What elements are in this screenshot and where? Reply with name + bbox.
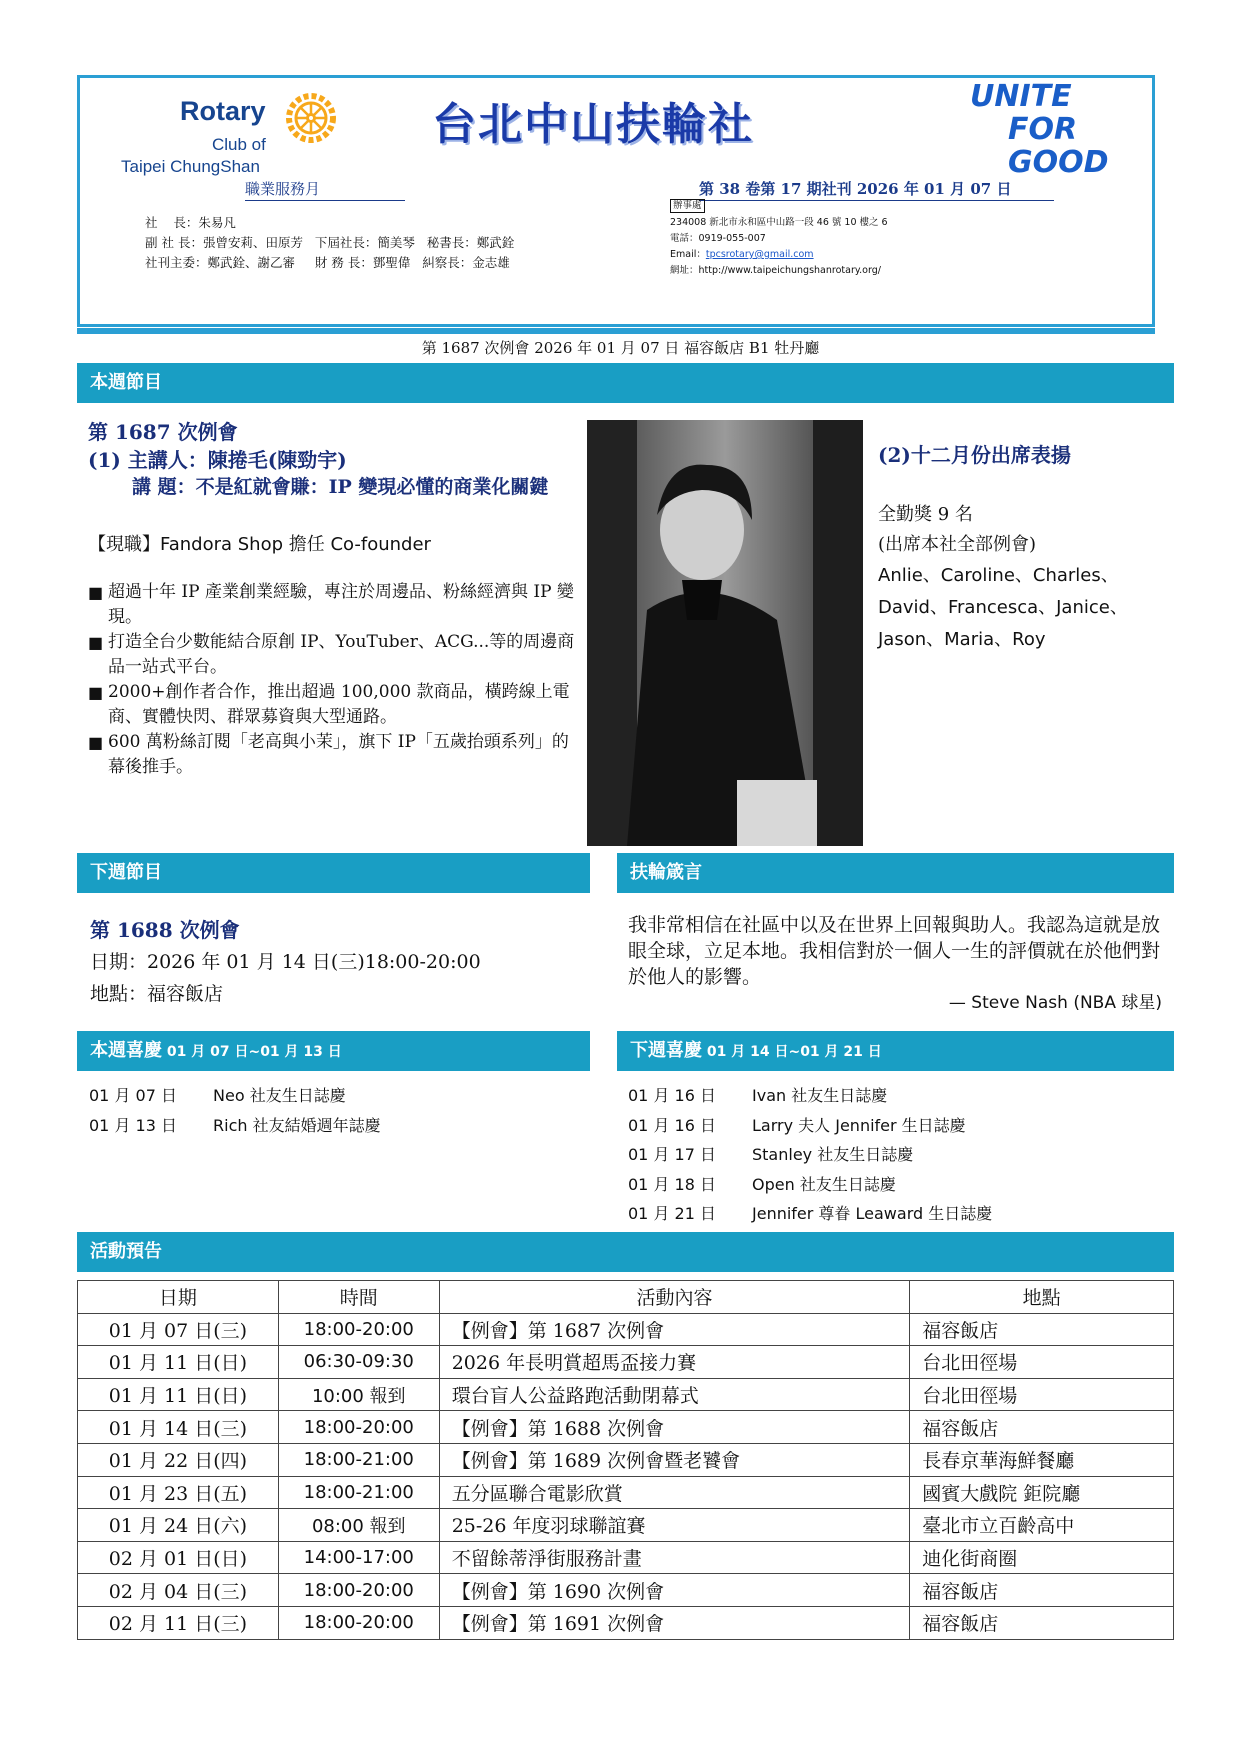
list-item bbox=[628, 1081, 992, 1111]
table-row bbox=[78, 1443, 1174, 1476]
celebration-date: 01 月 16 日 bbox=[628, 1115, 716, 1135]
table-row bbox=[78, 1378, 1174, 1411]
event-place: 福容飯店 bbox=[910, 1313, 1174, 1346]
event-date: 02 月 04 日(三) bbox=[78, 1574, 279, 1607]
logo-club-name: Taipei ChungShan bbox=[121, 157, 260, 176]
celebration-text: Larry 夫人 Jennifer 生日誌慶 bbox=[752, 1115, 966, 1135]
meeting-place: 地點：福容飯店 bbox=[90, 983, 224, 1005]
event-time: 08:00 報到 bbox=[278, 1509, 439, 1542]
meeting-date: 日期：2026 年 01 月 14 日(三)18:00-20:00 bbox=[90, 951, 481, 973]
this-week-celebrations bbox=[89, 1081, 381, 1140]
office-tag: 辦事處 bbox=[670, 199, 705, 213]
this-week-program bbox=[88, 418, 583, 780]
event-place: 國賓大戲院 鉅院廳 bbox=[910, 1476, 1174, 1509]
celebration-date: 01 月 16 日 bbox=[628, 1086, 716, 1105]
event-time: 14:00-17:00 bbox=[278, 1541, 439, 1574]
event-place: 福容飯店 bbox=[910, 1574, 1174, 1607]
masthead bbox=[77, 75, 1155, 327]
website[interactable]: 網址：http://www.taipeichungshanrotary.org/ bbox=[670, 265, 881, 276]
unite-for-good-slogan bbox=[970, 80, 1140, 179]
event-place: 福容飯店 bbox=[910, 1606, 1174, 1639]
next-week-celebrations bbox=[628, 1081, 992, 1229]
event-time: 06:30-09:30 bbox=[278, 1346, 439, 1379]
list-item bbox=[628, 1170, 992, 1200]
meeting-line: 第 1687 次例會 2026 年 01 月 07 日 福容飯店 B1 牡丹廳 bbox=[421, 339, 820, 357]
event-time: 18:00-21:00 bbox=[278, 1443, 439, 1476]
rotary-motto bbox=[628, 912, 1168, 1016]
list-item: ■ 600 萬粉絲訂閱「老高與小茉」，旗下 IP「五歲抬頭系列」的幕後推手。 bbox=[88, 730, 583, 780]
event-content: 環台盲人公益路跑活動閉幕式 bbox=[439, 1378, 910, 1411]
event-content: 五分區聯合電影欣賞 bbox=[439, 1476, 910, 1509]
next-week-bar bbox=[77, 853, 590, 893]
events-table bbox=[77, 1280, 1174, 1640]
email-row bbox=[670, 247, 970, 263]
list-item: ■ 超過十年 IP 產業創業經驗，專注於周邊品、粉絲經濟與 IP 變現。 bbox=[88, 580, 583, 630]
event-content: 【例會】第 1689 次例會暨老饕會 bbox=[439, 1443, 910, 1476]
month-theme: 職業服務月 bbox=[245, 180, 321, 198]
this-week-bar bbox=[77, 363, 1174, 403]
attendance-award bbox=[878, 440, 1178, 656]
list-item: ■ 打造全台少數能結合原創 IP、YouTuber、ACG...等的周邊商品一站式平台。 bbox=[88, 630, 583, 680]
events-bar bbox=[77, 1232, 1174, 1272]
event-time: 18:00-21:00 bbox=[278, 1476, 439, 1509]
bar-date-range: 01 月 07 日~01 月 13 日 bbox=[162, 1044, 342, 1060]
event-date: 01 月 14 日(三) bbox=[78, 1411, 279, 1444]
event-date: 01 月 23 日(五) bbox=[78, 1476, 279, 1509]
event-date: 01 月 11 日(日) bbox=[78, 1378, 279, 1411]
email-link[interactable]: tpcsrotary@gmail.com bbox=[705, 249, 814, 260]
rotary-wheel-icon bbox=[285, 92, 337, 144]
bar-date-range: 01 月 14 日~01 月 21 日 bbox=[702, 1044, 882, 1060]
column-header: 地點 bbox=[910, 1281, 1174, 1314]
event-date: 02 月 01 日(日) bbox=[78, 1541, 279, 1574]
table-row bbox=[78, 1411, 1174, 1444]
phone: 電話：0919-055-007 bbox=[670, 233, 766, 244]
speaker: (1) 主講人：陳捲毛(陳勁宇) bbox=[88, 448, 347, 472]
celebration-text: Stanley 社友生日誌慶 bbox=[752, 1145, 914, 1164]
address: 234008 新北市永和區中山路一段 46 號 10 樓之 6 bbox=[670, 217, 888, 228]
event-content: 【例會】第 1691 次例會 bbox=[439, 1606, 910, 1639]
speaker-role: 【現職】Fandora Shop 擔任 Co-founder bbox=[88, 534, 431, 555]
bar-title: 活動預告 bbox=[90, 1241, 162, 1262]
table-row bbox=[78, 1476, 1174, 1509]
bar-title: 本週節目 bbox=[90, 372, 162, 393]
list-item: ■ 2000+創作者合作，推出超過 100,000 款商品，橫跨線上電商、實體快閃、群眾募資與大型通路。 bbox=[88, 680, 583, 730]
list-item bbox=[628, 1111, 992, 1141]
topic: 講 題：不是紅就會賺：IP 變現必懂的商業化關鍵 bbox=[132, 476, 549, 498]
logo-club-of: Club of bbox=[212, 135, 266, 154]
event-time: 10:00 報到 bbox=[278, 1378, 439, 1411]
celebration-date: 01 月 13 日 bbox=[89, 1115, 177, 1135]
celebration-text: Rich 社友結婚週年誌慶 bbox=[213, 1115, 381, 1135]
award-count: 全勤獎 9 名 bbox=[878, 504, 973, 525]
list-item bbox=[628, 1140, 992, 1170]
celebration-date: 01 月 17 日 bbox=[628, 1145, 716, 1164]
event-time: 18:00-20:00 bbox=[278, 1313, 439, 1346]
this-week-celebration-bar bbox=[77, 1031, 590, 1071]
list-item bbox=[89, 1081, 381, 1111]
attendance-title: (2)十二月份出席表揚 bbox=[878, 443, 1071, 467]
column-header: 活動內容 bbox=[439, 1281, 910, 1314]
celebration-text: Ivan 社友生日誌慶 bbox=[752, 1086, 888, 1105]
event-date: 01 月 24 日(六) bbox=[78, 1509, 279, 1542]
slogan-line-2: FOR bbox=[1008, 112, 1078, 147]
celebration-text: Open 社友生日誌慶 bbox=[752, 1174, 896, 1194]
slogan-line-1: UNITE bbox=[970, 79, 1072, 114]
event-time: 18:00-20:00 bbox=[278, 1606, 439, 1639]
event-place: 台北田徑場 bbox=[910, 1346, 1174, 1379]
event-date: 01 月 11 日(日) bbox=[78, 1346, 279, 1379]
motto-bar bbox=[617, 853, 1174, 893]
logo-rotary-text: Rotary bbox=[180, 96, 266, 126]
next-week-program bbox=[90, 914, 590, 1010]
bar-title: 下週節目 bbox=[90, 862, 162, 883]
column-header: 時間 bbox=[278, 1281, 439, 1314]
next-week-celebration-bar bbox=[617, 1031, 1174, 1071]
table-row bbox=[78, 1606, 1174, 1639]
issue-number: 第 38 卷第 17 期社刊 2026 年 01 月 07 日 bbox=[699, 180, 1012, 198]
list-item bbox=[628, 1199, 992, 1229]
event-place: 迪化街商圈 bbox=[910, 1541, 1174, 1574]
celebration-date: 01 月 07 日 bbox=[89, 1086, 177, 1105]
meeting-number: 第 1687 次例會 bbox=[88, 420, 238, 444]
table-row bbox=[78, 1313, 1174, 1346]
celebration-text: Jennifer 尊眷 Leaward 生日誌慶 bbox=[752, 1204, 993, 1223]
celebration-text: Neo 社友生日誌慶 bbox=[213, 1086, 346, 1105]
officer-list bbox=[145, 213, 514, 273]
event-time: 18:00-20:00 bbox=[278, 1411, 439, 1444]
event-time: 18:00-20:00 bbox=[278, 1574, 439, 1607]
rotary-logo bbox=[100, 82, 330, 177]
event-content: 2026 年長明賞超馬盃接力賽 bbox=[439, 1346, 910, 1379]
event-content: 【例會】第 1688 次例會 bbox=[439, 1411, 910, 1444]
bar-title: 扶輪箴言 bbox=[630, 862, 702, 883]
bar-title: 下週喜慶 bbox=[630, 1040, 702, 1061]
club-title: 台北中山扶輪社 bbox=[432, 99, 754, 150]
award-note: (出席本社全部例會) bbox=[878, 534, 1037, 555]
motto-author: — Steve Nash (NBA 球星) bbox=[948, 993, 1162, 1013]
event-place: 長春京華海鮮餐廳 bbox=[910, 1443, 1174, 1476]
event-content: 【例會】第 1687 次例會 bbox=[439, 1313, 910, 1346]
column-header: 日期 bbox=[78, 1281, 279, 1314]
officer-line: 社刊主委：鄭武銓、謝乙審 財 務 長：鄧聖偉 糾察長：金志雄 bbox=[145, 255, 510, 270]
officer-line: 副 社 長：張曾安莉、田原芳 下屆社長：簡美琴 秘書長：鄭武銓 bbox=[145, 235, 515, 250]
officer-line: 社 長：朱易凡 bbox=[145, 215, 236, 230]
speaker-photo bbox=[587, 420, 863, 846]
table-header-row bbox=[78, 1281, 1174, 1314]
celebration-date: 01 月 18 日 bbox=[628, 1174, 716, 1194]
bar-title: 本週喜慶 bbox=[90, 1040, 162, 1061]
table-row bbox=[78, 1346, 1174, 1379]
event-place: 台北田徑場 bbox=[910, 1378, 1174, 1411]
table-row bbox=[78, 1509, 1174, 1542]
celebration-date: 01 月 21 日 bbox=[628, 1204, 716, 1223]
event-place: 福容飯店 bbox=[910, 1411, 1174, 1444]
contact-info bbox=[670, 198, 970, 279]
table-row bbox=[78, 1541, 1174, 1574]
list-item bbox=[89, 1111, 381, 1141]
slogan-line-3: GOOD bbox=[1008, 145, 1109, 180]
event-date: 02 月 11 日(三) bbox=[78, 1606, 279, 1639]
event-date: 01 月 22 日(四) bbox=[78, 1443, 279, 1476]
divider bbox=[245, 200, 405, 201]
event-content: 25-26 年度羽球聯誼賽 bbox=[439, 1509, 910, 1542]
event-content: 【例會】第 1690 次例會 bbox=[439, 1574, 910, 1607]
speaker-bullets bbox=[88, 580, 583, 780]
email-label: Email： bbox=[670, 249, 706, 260]
event-content: 不留餘蒂淨街服務計畫 bbox=[439, 1541, 910, 1574]
award-names: Anlie、Caroline、Charles、David、Francesca、Janice、Jason、Maria、Roy bbox=[878, 565, 1128, 650]
motto-text: 我非常相信在社區中以及在世界上回報與助人。我認為這就是放眼全球，立足本地。我相信對於一個人一生的評價就在於他們對於他人的影響。 bbox=[628, 914, 1161, 988]
meeting-number: 第 1688 次例會 bbox=[90, 918, 240, 942]
issue-info-row bbox=[245, 178, 1055, 200]
table-row bbox=[78, 1574, 1174, 1607]
event-date: 01 月 07 日(三) bbox=[78, 1313, 279, 1346]
event-place: 臺北市立百齡高中 bbox=[910, 1509, 1174, 1542]
